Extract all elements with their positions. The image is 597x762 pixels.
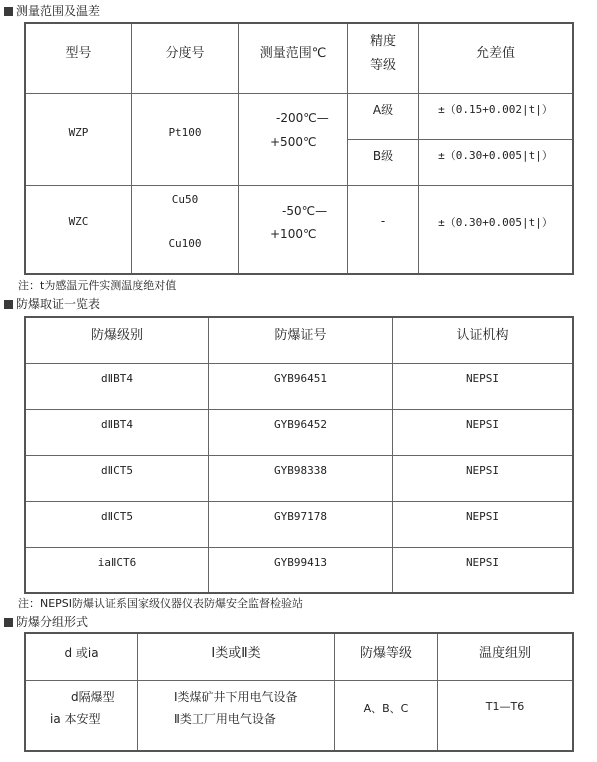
- section-title: 测量范围及温差: [16, 4, 101, 18]
- cell-tolerance: ±（0.30+0.005|t|）: [438, 149, 553, 162]
- cell-level: dⅡBT4: [101, 372, 133, 385]
- header-org: 认证机构: [456, 328, 509, 343]
- cell-grade: -: [380, 214, 386, 228]
- header-class: Ⅰ类或Ⅱ类: [211, 646, 261, 661]
- cell-cert: GYB96451: [274, 372, 327, 385]
- cell-level: dⅡCT5: [101, 464, 133, 477]
- square-bullet-icon: [4, 618, 13, 627]
- section-heading-grouping: [4, 614, 88, 630]
- cell-type-line1: d隔爆型: [71, 690, 115, 704]
- certificate-table: [24, 316, 574, 594]
- cell-grade: B级: [372, 149, 394, 163]
- header-graduation: 分度号: [165, 46, 205, 61]
- header-tolerance: 允差值: [475, 46, 515, 61]
- cell-cert: GYB97178: [274, 510, 327, 523]
- cell-model: WZC: [68, 215, 89, 228]
- header-range: 测量范围℃: [259, 46, 327, 61]
- header-precision-line1: 精度: [369, 34, 396, 49]
- cell-org: NEPSI: [465, 556, 500, 569]
- section-heading-certificates: [4, 296, 100, 312]
- cell-cert: GYB96452: [274, 418, 327, 431]
- cell-grade: A级: [372, 103, 394, 117]
- cell-level: dⅡBT4: [101, 418, 133, 431]
- section-title: 防爆取证一览表: [16, 297, 101, 311]
- note-certificates: 注：NEPSI防爆认证系国家级仪器仪表防爆安全监督检验站: [18, 597, 304, 610]
- header-cert: 防爆证号: [274, 328, 327, 343]
- cell-model: WZP: [68, 126, 89, 139]
- cell-range-line2: +100℃: [270, 227, 317, 241]
- cell-type-line2: ia 本安型: [50, 712, 101, 726]
- header-level: 防爆级别: [90, 328, 143, 343]
- cell-cert: GYB99413: [274, 556, 327, 569]
- cell-cert: GYB98338: [274, 464, 327, 477]
- header-level: 防爆等级: [359, 646, 412, 661]
- grouping-table: [24, 632, 574, 752]
- cell-range-line1: -200℃—: [276, 111, 329, 125]
- header-type: d 或ia: [64, 646, 99, 660]
- cell-level: A、B、C: [363, 702, 409, 715]
- cell-class-line1: Ⅰ类煤矿井下用电气设备: [174, 690, 298, 704]
- cell-tolerance: ±（0.30+0.005|t|）: [438, 216, 553, 229]
- cell-range-line1: -50℃—: [282, 204, 328, 218]
- cell-tolerance: ±（0.15+0.002|t|）: [438, 103, 553, 116]
- cell-range-line2: +500℃: [270, 135, 317, 149]
- cell-org: NEPSI: [465, 418, 500, 431]
- cell-group: T1—T6: [485, 700, 525, 713]
- cell-level: iaⅡCT6: [97, 556, 137, 569]
- cell-graduation: Pt100: [168, 126, 202, 139]
- cell-org: NEPSI: [465, 464, 500, 477]
- cell-graduation-line2: Cu100: [168, 237, 202, 250]
- cell-org: NEPSI: [465, 510, 500, 523]
- measurement-range-table: [24, 22, 574, 275]
- header-precision-line2: 等级: [369, 58, 396, 73]
- square-bullet-icon: [4, 7, 13, 16]
- square-bullet-icon: [4, 300, 13, 309]
- header-model: 型号: [65, 46, 92, 61]
- cell-level: dⅡCT5: [101, 510, 133, 523]
- cell-class-line2: Ⅱ类工厂用电气设备: [174, 712, 276, 726]
- cell-org: NEPSI: [465, 372, 500, 385]
- cell-graduation-line1: Cu50: [171, 193, 199, 206]
- note-measurement: 注：t为感温元件实测温度绝对值: [18, 279, 177, 292]
- section-title: 防爆分组形式: [16, 615, 89, 629]
- section-heading-measurement: [4, 3, 100, 19]
- header-group: 温度组别: [478, 646, 531, 661]
